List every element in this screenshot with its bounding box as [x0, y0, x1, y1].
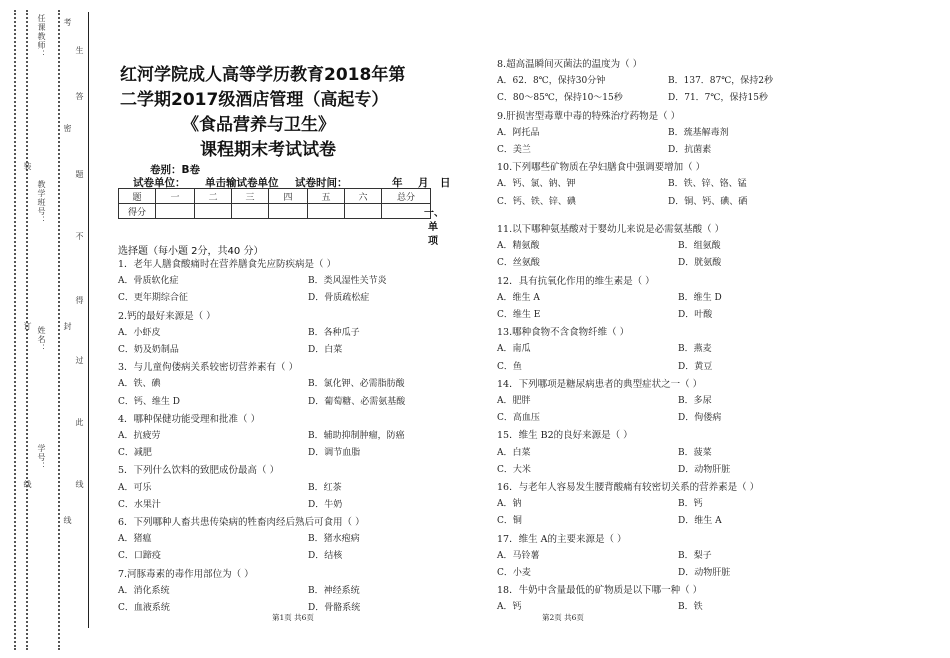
answer-option[interactable]: B．各种瓜子	[308, 327, 360, 338]
answer-option[interactable]: A．钙	[497, 602, 522, 613]
answer-option[interactable]: B．137．87℃，保持2秒	[668, 76, 774, 87]
exam-title-line-4: 课程期末考试试卷	[200, 140, 336, 160]
answer-option[interactable]: C．口蹄疫	[118, 551, 161, 562]
section-side-2: 项	[428, 236, 438, 247]
answer-option[interactable]: D．胱氨酸	[678, 258, 722, 269]
answer-option[interactable]: B．巯基解毒剂	[668, 127, 729, 138]
binding-class-label: 教学班号：	[37, 180, 46, 225]
answer-option[interactable]: B．钙	[678, 499, 703, 510]
answer-option[interactable]: D．动物肝脏	[678, 568, 731, 578]
answer-option[interactable]: C．高血压	[497, 413, 540, 424]
answer-option[interactable]: D．骨骼系统	[308, 603, 361, 613]
answer-option[interactable]: C．更年期综合征	[118, 293, 188, 304]
binding-warn-1: 考	[63, 18, 72, 27]
answer-option[interactable]: D．71．7℃，保持15秒	[668, 93, 768, 104]
answer-option[interactable]: B．燕麦	[678, 344, 712, 355]
answer-option[interactable]: D．牛奶	[308, 499, 343, 510]
answer-option[interactable]: D．动物肝脏	[678, 464, 731, 475]
score-header-cell: 六	[345, 189, 382, 204]
binding-warn-2: 生	[75, 46, 84, 55]
score-cell[interactable]	[269, 204, 308, 219]
answer-option[interactable]: A．62．8℃，保持30分钟	[497, 76, 606, 87]
score-header-cell: 五	[308, 189, 345, 204]
binding-zhuang: 装	[23, 162, 32, 171]
score-table-header-row	[119, 189, 431, 204]
paper-label: 卷别：B卷	[150, 164, 201, 176]
answer-option[interactable]: A．精氨酸	[497, 241, 540, 252]
answer-option[interactable]: A．小虾皮	[118, 327, 161, 338]
answer-option[interactable]: C．铜	[497, 516, 522, 527]
answer-option[interactable]: B．类风湿性关节炎	[308, 276, 387, 287]
answer-option[interactable]: D．葡萄糖、必需氨基酸	[308, 396, 406, 407]
score-cell[interactable]	[195, 204, 232, 219]
question-text: 17．维生 A的主要来源是（ ）	[497, 533, 627, 545]
answer-option[interactable]: A．阿托品	[497, 127, 540, 138]
answer-option[interactable]: B．神经系统	[308, 585, 360, 596]
answer-option[interactable]: C．奶及奶制品	[118, 345, 179, 355]
binding-warn-9: 过	[75, 356, 84, 365]
answer-option[interactable]: A．维生 A	[497, 292, 540, 303]
answer-option[interactable]: C．80～85℃，保持10～15秒	[497, 93, 623, 104]
answer-option[interactable]: C．钙、铁、锌、碘	[497, 196, 576, 207]
answer-option[interactable]: A．白菜	[497, 447, 531, 458]
binding-warn-8: 封	[63, 322, 72, 331]
answer-option[interactable]: A．肥胖	[497, 396, 531, 406]
answer-option[interactable]: B．猪水疱病	[308, 534, 360, 545]
answer-option[interactable]: B．氯化钾、必需脂肪酸	[308, 379, 405, 390]
section-side-1: 单	[428, 222, 438, 233]
answer-option[interactable]: D．调节血脂	[308, 448, 361, 459]
answer-option[interactable]: A．南瓜	[497, 344, 531, 355]
score-header-cell: 三	[232, 189, 269, 204]
question-text: 8.超高温瞬间灭菌法的温度为（ ）	[497, 59, 643, 70]
question-text: 1．老年人膳食酸痛时在营养膳食先应防疾病是（ ）	[118, 259, 337, 270]
answer-option[interactable]: C．美兰	[497, 145, 531, 155]
section-number: 一、	[424, 208, 444, 219]
score-cell[interactable]	[156, 204, 195, 219]
question-text: 18．牛奶中含量最低的矿物质是以下哪一种（ ）	[497, 585, 703, 597]
answer-option[interactable]: A．猪瘟	[118, 534, 152, 545]
binding-warn-10: 此	[75, 418, 84, 427]
page-footer-left: 第1页 共6页	[272, 613, 314, 622]
answer-option[interactable]: A．可乐	[118, 482, 152, 493]
answer-option[interactable]: C．小麦	[497, 568, 531, 578]
answer-option[interactable]: B．辅助抑制肿瘤，防癌	[308, 431, 405, 441]
answer-option[interactable]: B．梨子	[678, 550, 712, 561]
binding-id-label: 学号：	[37, 444, 46, 471]
answer-option[interactable]: D．骨质疏松症	[308, 293, 370, 304]
page-footer-right: 第2页 共6页	[542, 613, 584, 622]
year-label: 年	[392, 177, 403, 189]
question-text: 4．哪种保健功能受理和批准（ ）	[118, 413, 261, 425]
score-cell[interactable]	[232, 204, 269, 219]
answer-option[interactable]: B．铁	[678, 602, 703, 613]
binding-warn-7: 得	[75, 296, 84, 305]
binding-teacher-label: 任课教师：	[37, 14, 46, 59]
binding-warn-4: 密	[63, 124, 72, 133]
answer-option[interactable]: C．维生 E	[497, 310, 541, 320]
answer-option[interactable]: C．鱼	[497, 361, 522, 372]
answer-option[interactable]: C．血液系统	[118, 603, 170, 613]
exam-title-line-1: 红河学院成人高等学历教育2018年第	[120, 65, 406, 85]
score-cell[interactable]	[308, 204, 345, 219]
unit-label: 试卷单位：	[133, 177, 186, 189]
answer-option[interactable]: D．维生 A	[678, 516, 722, 527]
question-text: 6．下列哪种人畜共患传染病的牲畜肉经后熟后可食用（ ）	[118, 517, 365, 528]
binding-warn-3: 答	[75, 92, 84, 101]
score-header-cell: 一	[156, 189, 195, 204]
answer-option[interactable]: D．白菜	[308, 345, 343, 355]
binding-xian: 线	[23, 480, 32, 489]
score-cell[interactable]	[345, 204, 382, 219]
answer-option[interactable]: A．骨质软化症	[118, 276, 179, 287]
score-header-cell: 总分	[382, 189, 431, 204]
question-text: 2.钙的最好来源是（ ）	[118, 310, 216, 322]
exam-title-line-3: 《食品营养与卫生》	[182, 115, 335, 135]
answer-option[interactable]: A．钙、氯、钠、钾	[497, 179, 576, 190]
answer-option[interactable]: D．结核	[308, 551, 343, 562]
answer-option[interactable]: C．钙、维生 D	[118, 396, 180, 407]
question-text: 15．维生 B2的良好来源是（ ）	[497, 430, 633, 442]
question-text: 11.以下哪种氨基酸对于婴幼儿来说是必需氨基酸（ ）	[497, 224, 725, 235]
question-text: 16．与老年人容易发生腰背酸痛有较密切关系的营养素是（ ）	[497, 482, 760, 493]
binding-warn-11: 线	[75, 480, 84, 489]
answer-option[interactable]: A．钠	[497, 499, 522, 510]
binding-name-label: 姓名：	[37, 326, 46, 353]
question-text: 10.下列哪些矿物质在孕妇膳食中强调要增加（ ）	[497, 162, 706, 174]
score-row-label: 得分	[119, 204, 156, 219]
answer-option[interactable]: B．菠菜	[678, 447, 712, 458]
score-header-cell: 二	[195, 189, 232, 204]
answer-option[interactable]: A．铁、碘	[118, 379, 161, 390]
binding-dotted-line-3	[58, 10, 60, 650]
score-header-cell: 四	[269, 189, 308, 204]
unit-value[interactable]: 单击输试卷单位	[205, 177, 279, 189]
answer-option[interactable]: B．铁、锌、铬、锰	[668, 179, 747, 190]
section-header: 选择题（每小题 2分，共40 分）	[118, 246, 264, 257]
binding-warn-5: 题	[75, 170, 84, 179]
day-label: 日	[440, 177, 451, 189]
question-text: 7.河豚毒素的毒作用部位为（ ）	[118, 568, 254, 580]
question-text: 5．下列什么饮料的致肥成份最高（ ）	[118, 465, 280, 477]
time-label: 试卷时间：	[295, 177, 348, 189]
score-header-cell: 题	[119, 189, 156, 204]
answer-option[interactable]: B．红茶	[308, 482, 342, 493]
exam-title-line-2: 二学期2017级酒店管理（高起专）	[120, 90, 389, 110]
answer-option[interactable]: D．抗菌素	[668, 145, 712, 155]
answer-option[interactable]: B．组氨酸	[678, 241, 721, 252]
binding-warn-6: 不	[75, 232, 84, 241]
score-table	[118, 188, 431, 219]
binding-warn-12: 线	[63, 516, 72, 525]
answer-option[interactable]: D．佝偻病	[678, 413, 722, 424]
answer-option[interactable]: B．维生 D	[678, 292, 722, 303]
binding-ding: 订	[23, 322, 32, 331]
month-label: 月	[418, 177, 429, 189]
answer-option[interactable]: D．黄豆	[678, 361, 713, 372]
binding-dotted-line-1	[14, 10, 16, 650]
answer-option[interactable]: D．铜、钙、碘、硒	[668, 196, 748, 207]
question-text: 9.肝损害型毒蕈中毒的特殊治疗药物是（ ）	[497, 110, 681, 122]
question-text: 13.哪种食物不含食物纤维（ ）	[497, 327, 630, 339]
score-table-row	[119, 204, 431, 219]
question-text: 14．下列哪项是糖尿病患者的典型症状之一（ ）	[497, 378, 703, 390]
answer-option[interactable]: A．抗疲劳	[118, 431, 161, 441]
margin-rule	[88, 12, 89, 628]
answer-option[interactable]: D．叶酸	[678, 310, 713, 320]
answer-option[interactable]: B．多尿	[678, 396, 712, 406]
answer-option[interactable]: C．大米	[497, 464, 531, 475]
question-text: 3．与儿童佝偻病关系较密切营养素有（ ）	[118, 362, 299, 374]
question-text: 12．具有抗氧化作用的维生素是（ ）	[497, 275, 655, 287]
answer-option[interactable]: C．丝氨酸	[497, 258, 540, 269]
answer-option[interactable]: C．减肥	[118, 448, 152, 459]
answer-option[interactable]: A．马铃薯	[497, 550, 540, 561]
answer-option[interactable]: C．水果汁	[118, 499, 161, 510]
answer-option[interactable]: A．消化系统	[118, 585, 170, 596]
